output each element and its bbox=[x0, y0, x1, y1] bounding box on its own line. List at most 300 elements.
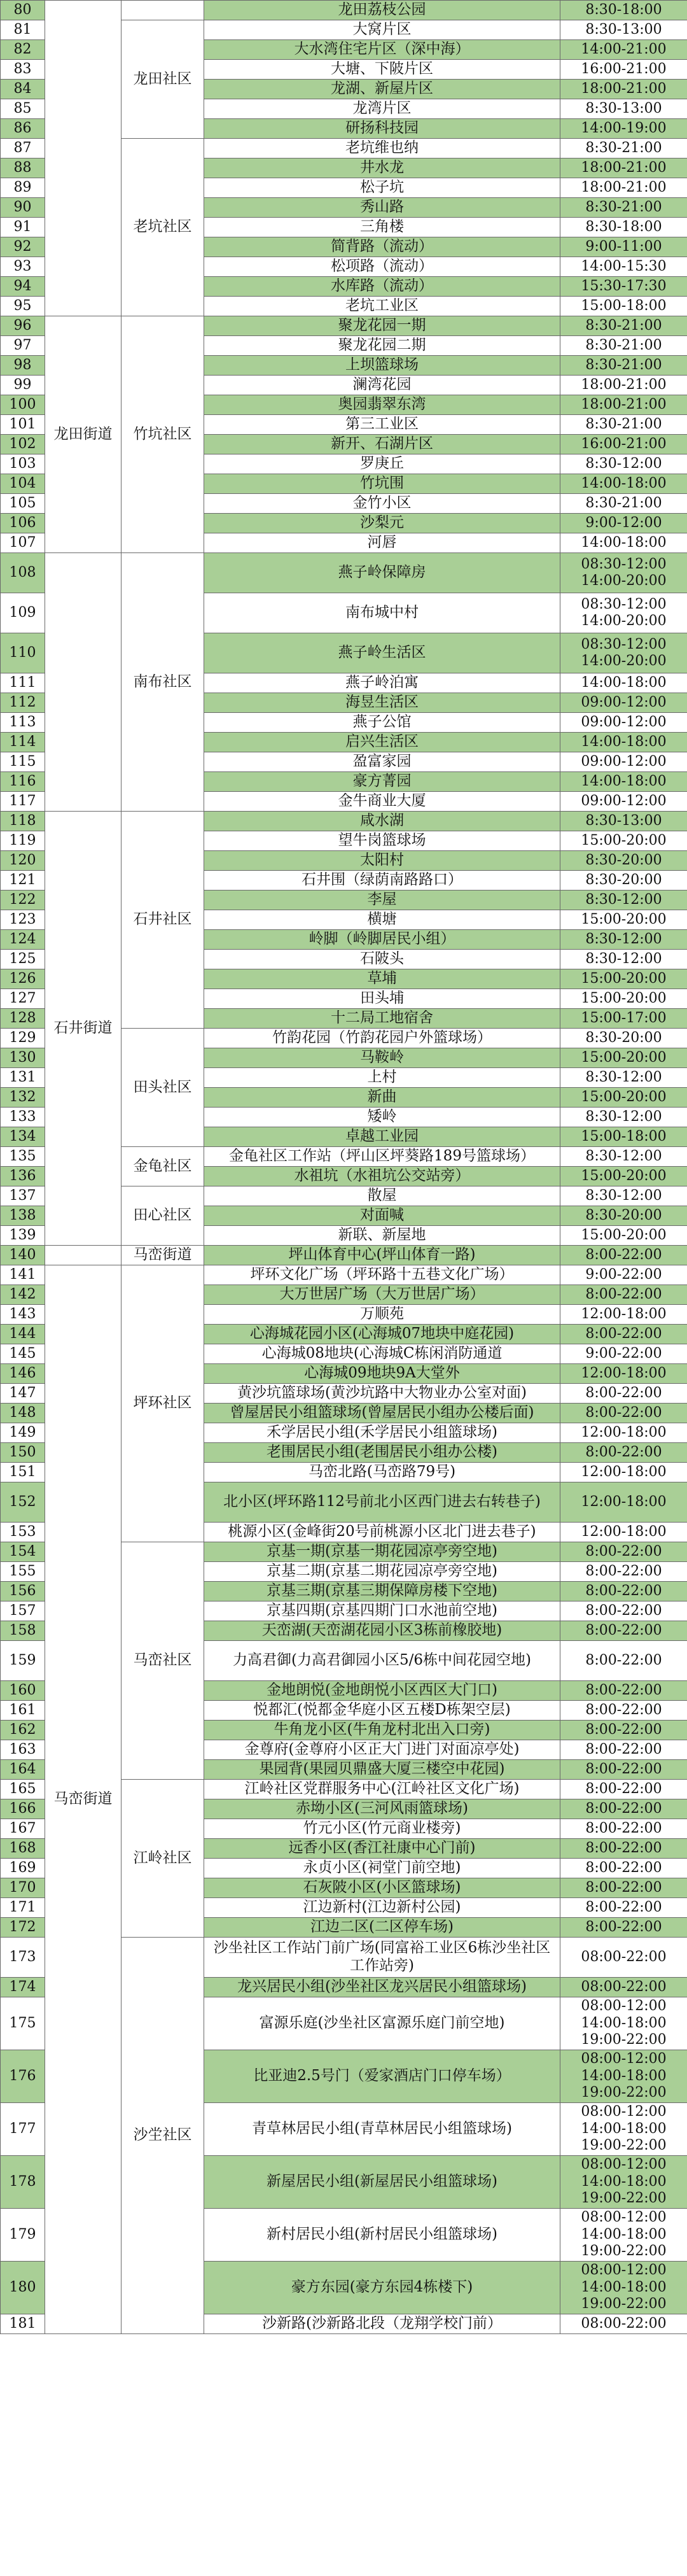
row-number: 106 bbox=[1, 514, 45, 533]
site-cell: 坪环文化广场（坪环路十五巷文化广场） bbox=[204, 1265, 560, 1285]
time-cell: 08:00-12:00 14:00-18:00 19:00-22:00 bbox=[560, 2156, 687, 2209]
row-number: 111 bbox=[1, 673, 45, 693]
community-cell: 田头社区 bbox=[121, 1029, 204, 1147]
row-number: 137 bbox=[1, 1186, 45, 1206]
site-cell: 上村 bbox=[204, 1068, 560, 1088]
time-cell: 12:00-18:00 bbox=[560, 1423, 687, 1443]
time-cell: 08:00-22:00 bbox=[560, 1978, 687, 1997]
row-number: 168 bbox=[1, 1839, 45, 1859]
row-number: 96 bbox=[1, 316, 45, 336]
site-cell: 京基二期(京基二期花园凉亭旁空地) bbox=[204, 1562, 560, 1582]
time-cell: 15:00-20:00 bbox=[560, 910, 687, 930]
site-cell: 远香小区(香江社康中心门前) bbox=[204, 1839, 560, 1859]
site-cell: 新村居民小组(新村居民小组篮球场) bbox=[204, 2209, 560, 2262]
time-cell: 8:30-21:00 bbox=[560, 356, 687, 376]
row-number: 99 bbox=[1, 376, 45, 395]
time-cell: 8:00-22:00 bbox=[560, 1562, 687, 1582]
row-number: 147 bbox=[1, 1384, 45, 1404]
site-cell: 金地朗悦(金地朗悦小区西区大门口) bbox=[204, 1681, 560, 1701]
time-cell: 8:00-22:00 bbox=[560, 1740, 687, 1760]
row-number: 161 bbox=[1, 1701, 45, 1721]
row-number: 81 bbox=[1, 20, 45, 40]
time-cell: 8:00-22:00 bbox=[560, 1404, 687, 1423]
time-cell: 14:00-18:00 bbox=[560, 533, 687, 553]
site-cell: 南布城中村 bbox=[204, 593, 560, 633]
row-number: 139 bbox=[1, 1226, 45, 1246]
site-cell: 金竹小区 bbox=[204, 494, 560, 514]
site-cell: 京基三期(京基三期保障房楼下空地) bbox=[204, 1582, 560, 1601]
table-row bbox=[1, 1265, 687, 1285]
site-cell: 龙湾片区 bbox=[204, 99, 560, 119]
site-cell: 青草林居民小组(青草林居民小组篮球场) bbox=[204, 2103, 560, 2156]
row-number: 102 bbox=[1, 435, 45, 454]
row-number: 150 bbox=[1, 1443, 45, 1463]
row-number: 151 bbox=[1, 1463, 45, 1482]
site-cell: 赤坳小区(三河风雨篮球场) bbox=[204, 1799, 560, 1819]
time-cell: 14:00-19:00 bbox=[560, 119, 687, 139]
time-cell: 8:30-21:00 bbox=[560, 316, 687, 336]
time-cell: 8:00-22:00 bbox=[560, 1384, 687, 1404]
site-cell: 竹韵花园（竹韵花园户外篮球场） bbox=[204, 1029, 560, 1048]
site-cell: 松子坑 bbox=[204, 178, 560, 198]
site-cell: 横塘 bbox=[204, 910, 560, 930]
row-number: 162 bbox=[1, 1721, 45, 1740]
row-number: 107 bbox=[1, 533, 45, 553]
site-cell: 水祖坑（水祖坑公交站旁） bbox=[204, 1167, 560, 1186]
time-cell: 14:00-21:00 bbox=[560, 40, 687, 60]
site-cell: 秀山路 bbox=[204, 198, 560, 218]
row-number: 176 bbox=[1, 2050, 45, 2103]
row-number: 121 bbox=[1, 871, 45, 890]
row-number: 143 bbox=[1, 1305, 45, 1325]
site-cell: 老坑工业区 bbox=[204, 297, 560, 316]
time-cell: 8:30-13:00 bbox=[560, 812, 687, 831]
site-cell: 龙湖、新屋片区 bbox=[204, 80, 560, 99]
row-number: 125 bbox=[1, 950, 45, 969]
row-number: 145 bbox=[1, 1344, 45, 1364]
row-number: 132 bbox=[1, 1088, 45, 1108]
site-cell: 黄沙坑篮球场(黄沙坑路中大物业办公室对面) bbox=[204, 1384, 560, 1404]
community-cell: 江岭社区 bbox=[121, 1780, 204, 1938]
site-cell: 豪方菁园 bbox=[204, 772, 560, 792]
site-cell: 比亚迪2.5号门（爱家酒店门口停车场） bbox=[204, 2050, 560, 2103]
row-number: 82 bbox=[1, 40, 45, 60]
row-number: 131 bbox=[1, 1068, 45, 1088]
row-number: 101 bbox=[1, 415, 45, 435]
row-number: 124 bbox=[1, 930, 45, 950]
time-cell: 8:00-22:00 bbox=[560, 1325, 687, 1344]
time-cell: 09:00-12:00 bbox=[560, 693, 687, 713]
row-number: 169 bbox=[1, 1859, 45, 1878]
time-cell: 15:00-20:00 bbox=[560, 969, 687, 989]
row-number: 126 bbox=[1, 969, 45, 989]
row-number: 80 bbox=[1, 1, 45, 20]
street-cell bbox=[45, 553, 121, 812]
site-cell: 老围居民小组(老围居民小组办公楼) bbox=[204, 1443, 560, 1463]
time-cell: 09:00-12:00 bbox=[560, 713, 687, 733]
row-number: 133 bbox=[1, 1108, 45, 1127]
time-cell: 12:00-18:00 bbox=[560, 1523, 687, 1542]
row-number: 123 bbox=[1, 910, 45, 930]
time-cell: 18:00-21:00 bbox=[560, 178, 687, 198]
site-cell: 第三工业区 bbox=[204, 415, 560, 435]
site-cell: 矮岭 bbox=[204, 1108, 560, 1127]
row-number: 163 bbox=[1, 1740, 45, 1760]
table-row bbox=[1, 553, 687, 593]
row-number: 178 bbox=[1, 2156, 45, 2209]
time-cell: 09:00-12:00 bbox=[560, 752, 687, 772]
time-cell: 15:00-20:00 bbox=[560, 1226, 687, 1246]
time-cell: 8:00-22:00 bbox=[560, 1701, 687, 1721]
time-cell: 12:00-18:00 bbox=[560, 1463, 687, 1482]
site-cell: 燕子岭生活区 bbox=[204, 633, 560, 673]
site-cell: 北小区(坪环路112号前北小区西门进去右转巷子) bbox=[204, 1482, 560, 1523]
row-number: 127 bbox=[1, 989, 45, 1009]
site-cell: 万顺苑 bbox=[204, 1305, 560, 1325]
community-cell bbox=[121, 1, 204, 20]
community-cell: 坪环社区 bbox=[121, 1265, 204, 1542]
time-cell: 18:00-21:00 bbox=[560, 395, 687, 415]
time-cell: 8:00-22:00 bbox=[560, 1285, 687, 1305]
row-number: 128 bbox=[1, 1009, 45, 1029]
time-cell: 8:30-12:00 bbox=[560, 1186, 687, 1206]
time-cell: 14:00-18:00 bbox=[560, 772, 687, 792]
time-cell: 9:00-22:00 bbox=[560, 1344, 687, 1364]
row-number: 119 bbox=[1, 831, 45, 851]
row-number: 159 bbox=[1, 1641, 45, 1681]
table-row bbox=[1, 812, 687, 831]
row-number: 105 bbox=[1, 494, 45, 514]
site-cell: 河唇 bbox=[204, 533, 560, 553]
row-number: 86 bbox=[1, 119, 45, 139]
row-number: 181 bbox=[1, 2314, 45, 2334]
row-number: 116 bbox=[1, 772, 45, 792]
row-number: 122 bbox=[1, 890, 45, 910]
time-cell: 9:00-12:00 bbox=[560, 514, 687, 533]
site-cell: 富源乐庭(沙坐社区富源乐庭门前空地) bbox=[204, 1997, 560, 2050]
site-cell: 散屋 bbox=[204, 1186, 560, 1206]
row-number: 88 bbox=[1, 158, 45, 178]
row-number: 90 bbox=[1, 198, 45, 218]
street-cell bbox=[45, 1246, 121, 1265]
row-number: 174 bbox=[1, 1978, 45, 1997]
row-number: 175 bbox=[1, 1997, 45, 2050]
site-cell: 李屋 bbox=[204, 890, 560, 910]
time-cell: 8:00-22:00 bbox=[560, 1681, 687, 1701]
row-number: 165 bbox=[1, 1780, 45, 1799]
time-cell: 18:00-21:00 bbox=[560, 376, 687, 395]
row-number: 167 bbox=[1, 1819, 45, 1839]
time-cell: 8:00-22:00 bbox=[560, 1878, 687, 1898]
time-cell: 8:30-12:00 bbox=[560, 454, 687, 474]
row-number: 95 bbox=[1, 297, 45, 316]
time-cell: 8:30-21:00 bbox=[560, 415, 687, 435]
time-cell: 08:30-12:00 14:00-20:00 bbox=[560, 633, 687, 673]
site-cell: 沙梨元 bbox=[204, 514, 560, 533]
time-cell: 14:00-15:30 bbox=[560, 257, 687, 277]
site-cell: 金龟社区工作站（坪山区坪葵路189号篮球场） bbox=[204, 1147, 560, 1167]
site-cell: 海昱生活区 bbox=[204, 693, 560, 713]
site-cell: 竹元小区(竹元商业楼旁) bbox=[204, 1819, 560, 1839]
time-cell: 8:30-12:00 bbox=[560, 1108, 687, 1127]
row-number: 110 bbox=[1, 633, 45, 673]
site-cell: 上坝篮球场 bbox=[204, 356, 560, 376]
time-cell: 8:00-22:00 bbox=[560, 1621, 687, 1641]
community-cell: 老坑社区 bbox=[121, 139, 204, 316]
site-cell: 桃源小区(金峰街20号前桃源小区北门进去巷子) bbox=[204, 1523, 560, 1542]
community-cell: 马峦社区 bbox=[121, 1542, 204, 1780]
row-number: 92 bbox=[1, 237, 45, 257]
row-number: 118 bbox=[1, 812, 45, 831]
site-cell: 竹坑围 bbox=[204, 474, 560, 494]
row-number: 141 bbox=[1, 1265, 45, 1285]
time-cell: 15:00-20:00 bbox=[560, 1048, 687, 1068]
row-number: 117 bbox=[1, 792, 45, 812]
site-cell: 澜湾花园 bbox=[204, 376, 560, 395]
site-cell: 坪山体育中心(坪山体育一路) bbox=[204, 1246, 560, 1265]
row-number: 154 bbox=[1, 1542, 45, 1562]
street-cell: 龙田街道 bbox=[45, 316, 121, 553]
time-cell: 8:30-12:00 bbox=[560, 950, 687, 969]
schedule-table-body bbox=[1, 1, 687, 2334]
time-cell: 8:00-22:00 bbox=[560, 1799, 687, 1819]
row-number: 135 bbox=[1, 1147, 45, 1167]
row-number: 173 bbox=[1, 1938, 45, 1978]
time-cell: 8:30-21:00 bbox=[560, 198, 687, 218]
row-number: 157 bbox=[1, 1601, 45, 1621]
row-number: 179 bbox=[1, 2209, 45, 2262]
site-cell: 禾学居民小组(禾学居民小组篮球场) bbox=[204, 1423, 560, 1443]
row-number: 130 bbox=[1, 1048, 45, 1068]
time-cell: 12:00-18:00 bbox=[560, 1305, 687, 1325]
community-cell: 马峦街道 bbox=[121, 1246, 204, 1265]
site-cell: 江边新村(江边新村公园) bbox=[204, 1898, 560, 1918]
site-cell: 大水湾住宅片区（深中海） bbox=[204, 40, 560, 60]
time-cell: 8:30-12:00 bbox=[560, 890, 687, 910]
row-number: 84 bbox=[1, 80, 45, 99]
time-cell: 8:30-20:00 bbox=[560, 871, 687, 890]
row-number: 144 bbox=[1, 1325, 45, 1344]
time-cell: 18:00-21:00 bbox=[560, 158, 687, 178]
row-number: 171 bbox=[1, 1898, 45, 1918]
site-cell: 卓越工业园 bbox=[204, 1127, 560, 1147]
site-cell: 三角楼 bbox=[204, 218, 560, 237]
community-cell: 金龟社区 bbox=[121, 1147, 204, 1186]
row-number: 120 bbox=[1, 851, 45, 871]
time-cell: 15:30-17:30 bbox=[560, 277, 687, 297]
site-cell: 新开、石湖片区 bbox=[204, 435, 560, 454]
site-cell: 对面喊 bbox=[204, 1206, 560, 1226]
time-cell: 9:00-11:00 bbox=[560, 237, 687, 257]
site-cell: 石陂头 bbox=[204, 950, 560, 969]
row-number: 156 bbox=[1, 1582, 45, 1601]
time-cell: 8:30-18:00 bbox=[560, 218, 687, 237]
site-cell: 启兴生活区 bbox=[204, 733, 560, 752]
time-cell: 8:30-21:00 bbox=[560, 336, 687, 356]
community-cell: 龙田社区 bbox=[121, 20, 204, 139]
time-cell: 8:00-22:00 bbox=[560, 1839, 687, 1859]
time-cell: 15:00-20:00 bbox=[560, 1088, 687, 1108]
row-number: 108 bbox=[1, 553, 45, 593]
row-number: 112 bbox=[1, 693, 45, 713]
row-number: 180 bbox=[1, 2262, 45, 2314]
time-cell: 14:00-18:00 bbox=[560, 474, 687, 494]
site-cell: 聚龙花园一期 bbox=[204, 316, 560, 336]
row-number: 100 bbox=[1, 395, 45, 415]
row-number: 109 bbox=[1, 593, 45, 633]
site-cell: 水库路（流动） bbox=[204, 277, 560, 297]
row-number: 136 bbox=[1, 1167, 45, 1186]
time-cell: 8:30-18:00 bbox=[560, 1, 687, 20]
time-cell: 14:00-18:00 bbox=[560, 733, 687, 752]
site-cell: 简背路（流动） bbox=[204, 237, 560, 257]
site-cell: 马鞍岭 bbox=[204, 1048, 560, 1068]
row-number: 115 bbox=[1, 752, 45, 772]
row-number: 146 bbox=[1, 1364, 45, 1384]
site-cell: 江岭社区党群服务中心(江岭社区文化广场) bbox=[204, 1780, 560, 1799]
time-cell: 08:00-12:00 14:00-18:00 19:00-22:00 bbox=[560, 2262, 687, 2314]
site-cell: 燕子公馆 bbox=[204, 713, 560, 733]
site-cell: 沙新路(沙新路北段（龙翔学校门前） bbox=[204, 2314, 560, 2334]
row-number: 142 bbox=[1, 1285, 45, 1305]
site-cell: 豪方东园(豪方东园4栋楼下) bbox=[204, 2262, 560, 2314]
table-row bbox=[1, 1246, 687, 1265]
site-cell: 咸水湖 bbox=[204, 812, 560, 831]
row-number: 160 bbox=[1, 1681, 45, 1701]
site-cell: 望牛岗篮球场 bbox=[204, 831, 560, 851]
time-cell: 08:30-12:00 14:00-20:00 bbox=[560, 553, 687, 593]
row-number: 98 bbox=[1, 356, 45, 376]
row-number: 91 bbox=[1, 218, 45, 237]
row-number: 104 bbox=[1, 474, 45, 494]
site-cell: 江边二区(二区停车场) bbox=[204, 1918, 560, 1938]
community-cell: 沙坣社区 bbox=[121, 1938, 204, 2334]
row-number: 134 bbox=[1, 1127, 45, 1147]
time-cell: 15:00-20:00 bbox=[560, 831, 687, 851]
time-cell: 8:00-22:00 bbox=[560, 1601, 687, 1621]
time-cell: 16:00-21:00 bbox=[560, 60, 687, 80]
time-cell: 15:00-18:00 bbox=[560, 297, 687, 316]
time-cell: 8:30-12:00 bbox=[560, 930, 687, 950]
table-row bbox=[1, 316, 687, 336]
site-cell: 京基四期(京基四期门口水池前空地) bbox=[204, 1601, 560, 1621]
row-number: 103 bbox=[1, 454, 45, 474]
row-number: 97 bbox=[1, 336, 45, 356]
row-number: 113 bbox=[1, 713, 45, 733]
time-cell: 8:00-22:00 bbox=[560, 1859, 687, 1878]
time-cell: 8:00-22:00 bbox=[560, 1898, 687, 1918]
time-cell: 12:00-18:00 bbox=[560, 1482, 687, 1523]
time-cell: 08:00-12:00 14:00-18:00 19:00-22:00 bbox=[560, 2103, 687, 2156]
site-cell: 果园背(果园贝鼎盛大厦三楼空中花园) bbox=[204, 1760, 560, 1780]
time-cell: 8:00-22:00 bbox=[560, 1760, 687, 1780]
row-number: 158 bbox=[1, 1621, 45, 1641]
time-cell: 15:00-20:00 bbox=[560, 989, 687, 1009]
time-cell: 8:30-20:00 bbox=[560, 851, 687, 871]
row-number: 89 bbox=[1, 178, 45, 198]
site-cell: 燕子岭保障房 bbox=[204, 553, 560, 593]
street-cell bbox=[45, 1, 121, 316]
site-cell: 心海城08地块(心海城C栋闲消防通道 bbox=[204, 1344, 560, 1364]
site-cell: 金尊府(金尊府小区正大门进门对面凉亭处) bbox=[204, 1740, 560, 1760]
row-number: 87 bbox=[1, 139, 45, 158]
row-number: 153 bbox=[1, 1523, 45, 1542]
site-cell: 永贞小区(祠堂门前空地) bbox=[204, 1859, 560, 1878]
time-cell: 8:30-21:00 bbox=[560, 494, 687, 514]
time-cell: 8:30-21:00 bbox=[560, 139, 687, 158]
site-cell: 马峦北路(马峦路79号) bbox=[204, 1463, 560, 1482]
site-cell: 田头埔 bbox=[204, 989, 560, 1009]
time-cell: 14:00-18:00 bbox=[560, 673, 687, 693]
time-cell: 08:00-22:00 bbox=[560, 1938, 687, 1978]
time-cell: 8:00-22:00 bbox=[560, 1780, 687, 1799]
community-cell: 石井社区 bbox=[121, 812, 204, 1029]
time-cell: 09:00-12:00 bbox=[560, 792, 687, 812]
site-cell: 新曲 bbox=[204, 1088, 560, 1108]
site-cell: 石井围（绿荫南路路口） bbox=[204, 871, 560, 890]
site-cell: 力高君御(力高君御园小区5/6栋中间花园空地) bbox=[204, 1641, 560, 1681]
time-cell: 08:00-12:00 14:00-18:00 19:00-22:00 bbox=[560, 2050, 687, 2103]
site-cell: 燕子岭泊寓 bbox=[204, 673, 560, 693]
site-cell: 罗庚丘 bbox=[204, 454, 560, 474]
row-number: 114 bbox=[1, 733, 45, 752]
row-number: 177 bbox=[1, 2103, 45, 2156]
time-cell: 8:30-12:00 bbox=[560, 1068, 687, 1088]
site-cell: 新联、新屋地 bbox=[204, 1226, 560, 1246]
community-cell: 南布社区 bbox=[121, 553, 204, 812]
site-cell: 大塘、下陂片区 bbox=[204, 60, 560, 80]
row-number: 149 bbox=[1, 1423, 45, 1443]
site-cell: 京基一期(京基一期花园凉亭旁空地) bbox=[204, 1542, 560, 1562]
site-cell: 牛角龙小区(牛角龙村北出入口旁) bbox=[204, 1721, 560, 1740]
time-cell: 8:00-22:00 bbox=[560, 1819, 687, 1839]
time-cell: 8:00-22:00 bbox=[560, 1443, 687, 1463]
site-cell: 心海城花园小区(心海城07地块中庭花园) bbox=[204, 1325, 560, 1344]
time-cell: 15:00-17:00 bbox=[560, 1009, 687, 1029]
site-cell: 十二局工地宿舍 bbox=[204, 1009, 560, 1029]
site-cell: 心海城09地块9A大堂外 bbox=[204, 1364, 560, 1384]
site-cell: 聚龙花园二期 bbox=[204, 336, 560, 356]
site-cell: 井水龙 bbox=[204, 158, 560, 178]
site-cell: 研扬科技园 bbox=[204, 119, 560, 139]
time-cell: 08:00-22:00 bbox=[560, 2314, 687, 2334]
row-number: 148 bbox=[1, 1404, 45, 1423]
row-number: 155 bbox=[1, 1562, 45, 1582]
time-cell: 15:00-18:00 bbox=[560, 1127, 687, 1147]
site-cell: 沙坐社区工作站门前广场(同富裕工业区6栋沙坐社区工作站旁) bbox=[204, 1938, 560, 1978]
site-cell: 奥园翡翠东湾 bbox=[204, 395, 560, 415]
street-cell: 马峦街道 bbox=[45, 1265, 121, 2334]
site-cell: 太阳村 bbox=[204, 851, 560, 871]
site-cell: 盈富家园 bbox=[204, 752, 560, 772]
site-cell: 石灰陂小区(小区篮球场) bbox=[204, 1878, 560, 1898]
community-cell: 竹坑社区 bbox=[121, 316, 204, 553]
row-number: 94 bbox=[1, 277, 45, 297]
row-number: 170 bbox=[1, 1878, 45, 1898]
time-cell: 8:00-22:00 bbox=[560, 1918, 687, 1938]
row-number: 138 bbox=[1, 1206, 45, 1226]
community-cell: 田心社区 bbox=[121, 1186, 204, 1246]
time-cell: 12:00-18:00 bbox=[560, 1364, 687, 1384]
row-number: 166 bbox=[1, 1799, 45, 1819]
site-cell: 龙田荔枝公园 bbox=[204, 1, 560, 20]
time-cell: 15:00-20:00 bbox=[560, 1167, 687, 1186]
row-number: 93 bbox=[1, 257, 45, 277]
site-cell: 天峦湖(天峦湖花园小区3栋前橡胶地) bbox=[204, 1621, 560, 1641]
time-cell: 8:30-12:00 bbox=[560, 1147, 687, 1167]
time-cell: 8:30-20:00 bbox=[560, 1029, 687, 1048]
time-cell: 8:00-22:00 bbox=[560, 1721, 687, 1740]
